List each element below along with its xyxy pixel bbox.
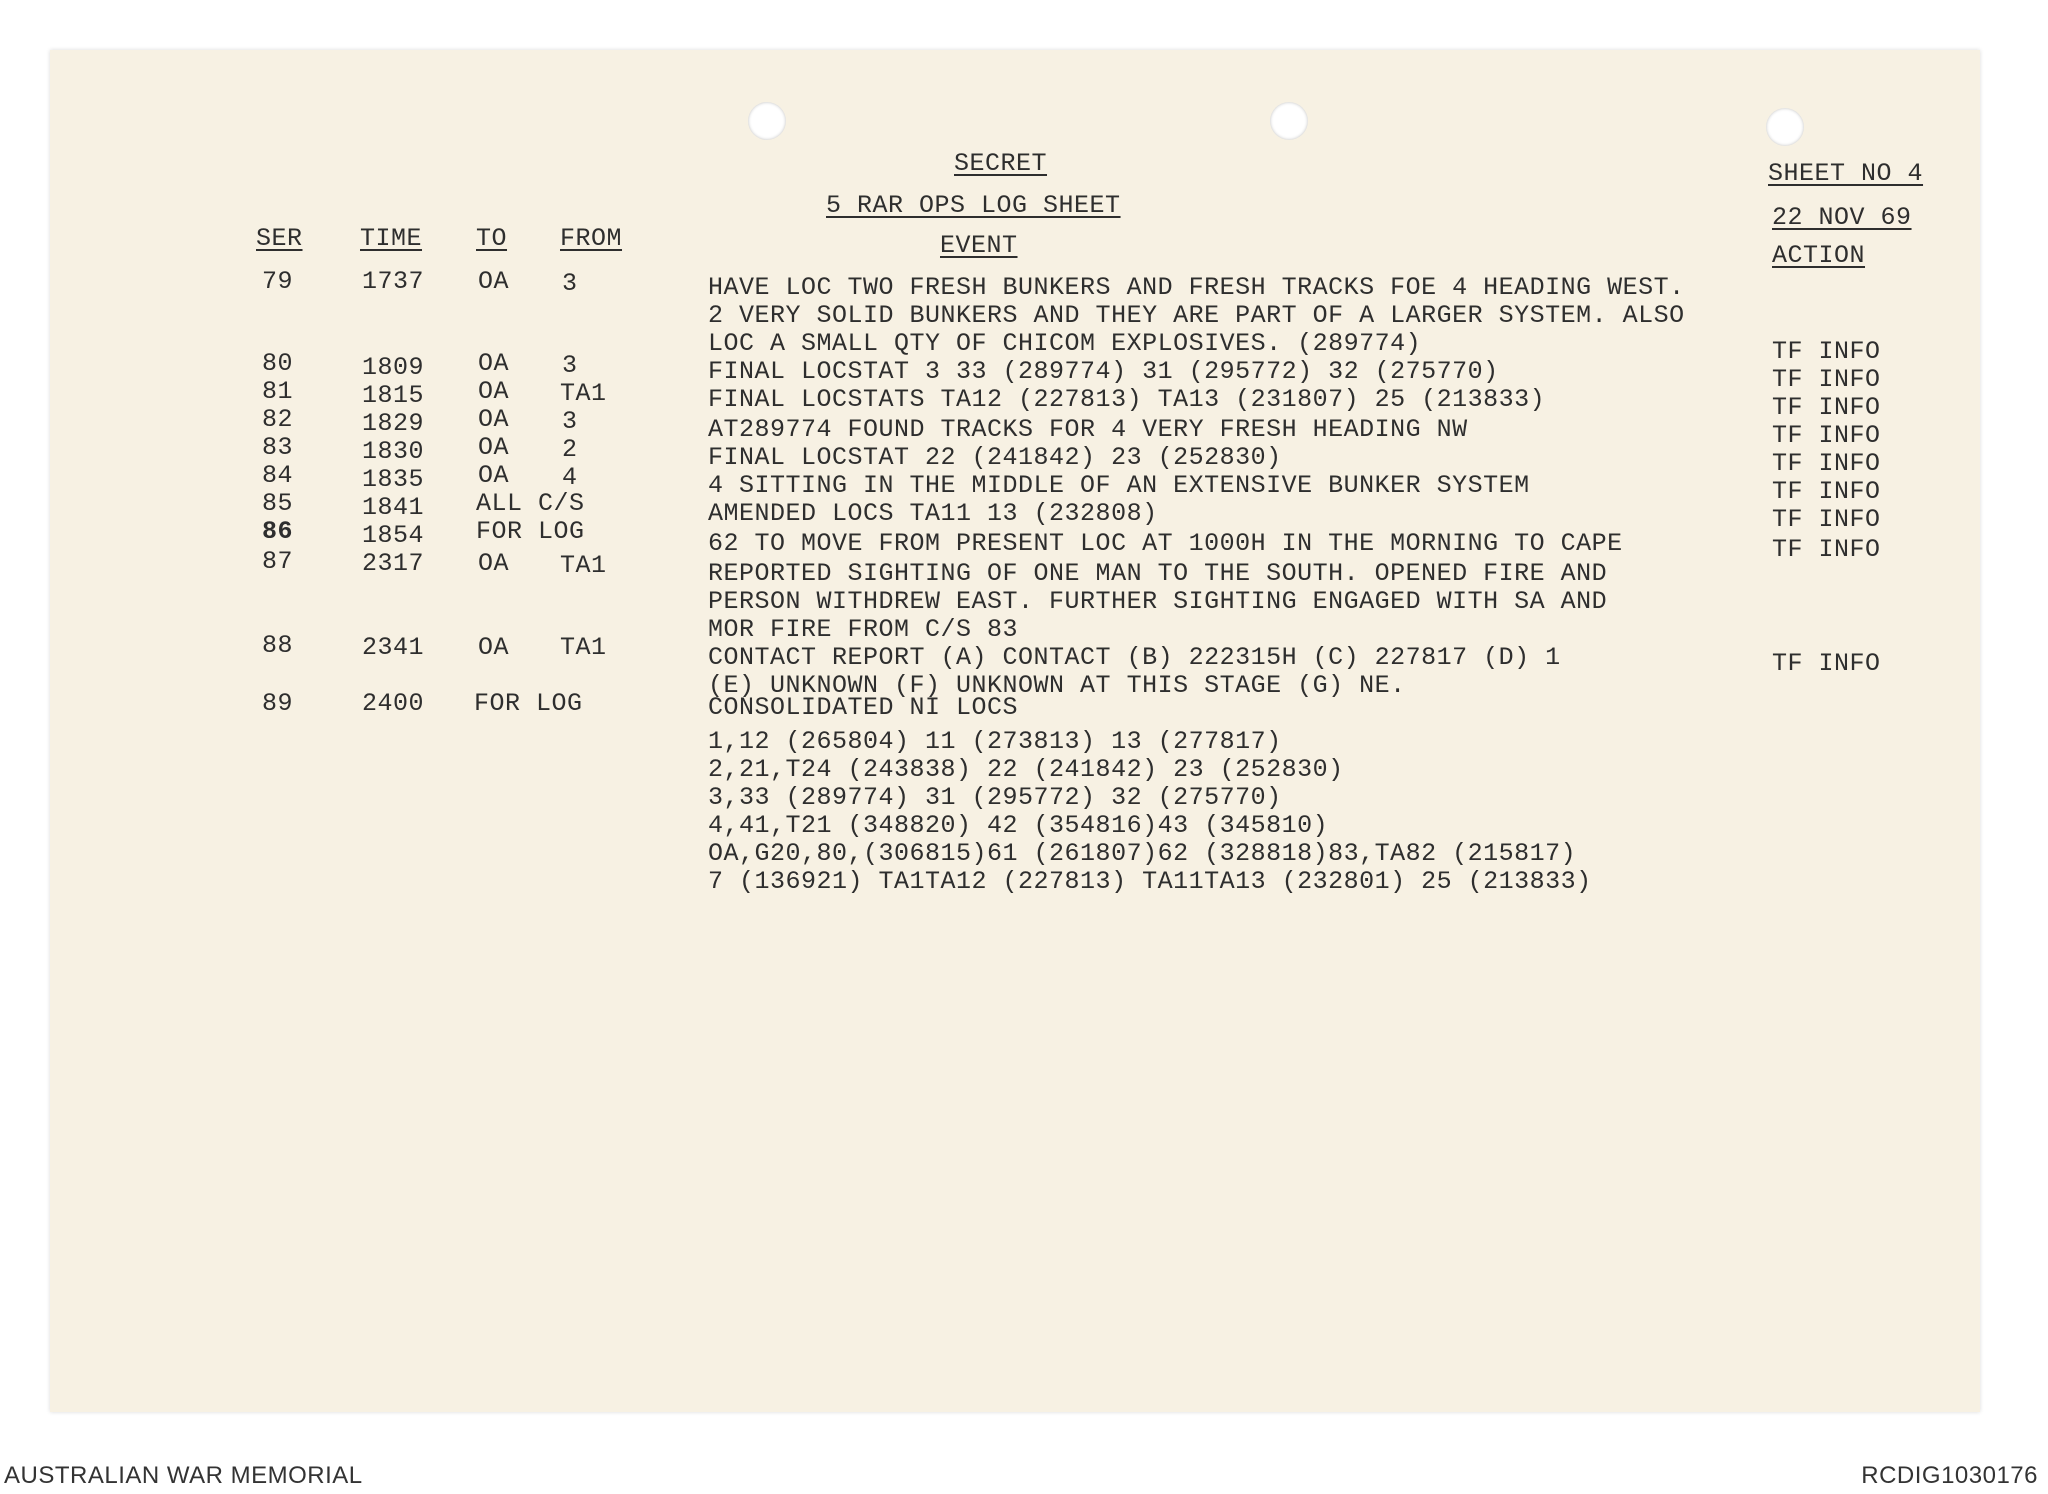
row-from: TA1 — [560, 633, 607, 662]
row-to: OA — [478, 549, 510, 578]
row-from: 3 — [562, 407, 578, 436]
classification-heading: SECRET — [954, 149, 1048, 178]
row-to: OA — [478, 633, 510, 662]
row-event-line: (E) UNKNOWN (F) UNKNOWN AT THIS STAGE (G) NE. — [708, 671, 1406, 700]
row-event-line: HAVE LOC TWO FRESH BUNKERS AND FRESH TRACKS FOE 4 HEADING WEST. — [708, 273, 1685, 302]
row-event-line: FINAL LOCSTATS TA12 (227813) TA13 (231807) 25 (213833) — [708, 385, 1546, 414]
sheet-date: 22 NOV 69 — [1772, 203, 1912, 232]
column-header-from: FROM — [560, 224, 623, 253]
consolidated-loc-line: 7 (136921) TA1TA12 (227813) TA11TA13 (232801) 25 (213833) — [708, 867, 1592, 896]
sheet-number: SHEET NO 4 — [1768, 159, 1924, 188]
column-header-to: TO — [476, 224, 508, 253]
consolidated-loc-line: 2,21,T24 (243838) 22 (241842) 23 (252830) — [708, 755, 1344, 784]
punch-hole-middle — [1270, 102, 1308, 140]
row-time: 1835 — [362, 465, 425, 494]
row-to: OA — [478, 377, 510, 406]
row-action: TF INFO — [1772, 649, 1881, 678]
row-event-line: LOC A SMALL QTY OF CHICOM EXPLOSIVES. (289774) — [708, 329, 1422, 358]
row-ser: 85 — [262, 489, 294, 518]
row-from: TA1 — [560, 551, 607, 580]
column-header-time: TIME — [360, 224, 423, 253]
consolidated-loc-line: OA,G20,80,(306815)61 (261807)62 (328818)83,TA82 (215817) — [708, 839, 1577, 868]
row-to: OA — [478, 433, 510, 462]
row-ser: 81 — [262, 377, 294, 406]
row-ser: 84 — [262, 461, 294, 490]
row-time: 2400 — [362, 689, 425, 718]
row-event-line: REPORTED SIGHTING OF ONE MAN TO THE SOUTH. OPENED FIRE AND — [708, 559, 1608, 588]
row-to: OA — [478, 461, 510, 490]
column-header-action: ACTION — [1772, 241, 1866, 270]
row-ser: 82 — [262, 405, 294, 434]
page-title: 5 RAR OPS LOG SHEET — [826, 191, 1121, 220]
row-to: ALL C/S — [476, 489, 585, 518]
punch-hole-right — [1766, 108, 1804, 146]
row-from: 3 — [562, 269, 578, 298]
row-event-line: 62 TO MOVE FROM PRESENT LOC AT 1000H IN THE MORNING TO CAPE — [708, 529, 1623, 558]
row-time: 1737 — [362, 267, 425, 296]
row-event-line: AT289774 FOUND TRACKS FOR 4 VERY FRESH HEADING NW — [708, 415, 1468, 444]
footer-document-id: RCDIG1030176 — [1861, 1462, 2038, 1489]
row-event-line: CONTACT REPORT (A) CONTACT (B) 222315H (C) 227817 (D) 1 — [708, 643, 1561, 672]
row-time: 1815 — [362, 381, 425, 410]
row-ser: 83 — [262, 433, 294, 462]
row-action: TF INFO — [1772, 477, 1881, 506]
row-from: 3 — [562, 351, 578, 380]
row-event-line: CONSOLIDATED NI LOCS — [708, 693, 1019, 722]
row-action: TF INFO — [1772, 449, 1881, 478]
row-time: 1854 — [362, 521, 425, 550]
row-time: 2317 — [362, 549, 425, 578]
row-event-line: AMENDED LOCS TA11 13 (232808) — [708, 499, 1158, 528]
consolidated-loc-line: 1,12 (265804) 11 (273813) 13 (277817) — [708, 727, 1282, 756]
footer-source-label: AUSTRALIAN WAR MEMORIAL — [4, 1462, 363, 1489]
row-to: FOR LOG — [474, 689, 583, 718]
row-ser: 89 — [262, 689, 294, 718]
row-to: OA — [478, 405, 510, 434]
row-time: 1809 — [362, 353, 425, 382]
row-ser: 80 — [262, 349, 294, 378]
consolidated-loc-line: 4,41,T21 (348820) 42 (354816)43 (345810) — [708, 811, 1329, 840]
punch-hole-left — [748, 102, 786, 140]
row-event-line: FINAL LOCSTAT 3 33 (289774) 31 (295772) 32 (275770) — [708, 357, 1499, 386]
row-event-line: 4 SITTING IN THE MIDDLE OF AN EXTENSIVE BUNKER SYSTEM — [708, 471, 1530, 500]
row-action: TF INFO — [1772, 421, 1881, 450]
column-header-ser: SER — [256, 224, 303, 253]
row-ser: 79 — [262, 267, 294, 296]
row-from: 4 — [562, 463, 578, 492]
row-from: TA1 — [560, 379, 607, 408]
row-event-line: FINAL LOCSTAT 22 (241842) 23 (252830) — [708, 443, 1282, 472]
row-time: 2341 — [362, 633, 425, 662]
row-ser: 86 — [262, 517, 294, 546]
row-action: TF INFO — [1772, 535, 1881, 564]
row-time: 1830 — [362, 437, 425, 466]
row-action: TF INFO — [1772, 365, 1881, 394]
row-ser: 88 — [262, 631, 294, 660]
row-action: TF INFO — [1772, 505, 1881, 534]
row-event-line: 2 VERY SOLID BUNKERS AND THEY ARE PART OF A LARGER SYSTEM. ALSO — [708, 301, 1685, 330]
row-to: OA — [478, 349, 510, 378]
row-to: FOR LOG — [476, 517, 585, 546]
column-header-event: EVENT — [940, 231, 1018, 260]
row-action: TF INFO — [1772, 393, 1881, 422]
row-from: 2 — [562, 435, 578, 464]
row-event-line: MOR FIRE FROM C/S 83 — [708, 615, 1019, 644]
row-ser: 87 — [262, 547, 294, 576]
row-event-line: PERSON WITHDREW EAST. FURTHER SIGHTING ENGAGED WITH SA AND — [708, 587, 1608, 616]
consolidated-loc-line: 3,33 (289774) 31 (295772) 32 (275770) — [708, 783, 1282, 812]
row-action: TF INFO — [1772, 337, 1881, 366]
row-time: 1829 — [362, 409, 425, 438]
row-to: OA — [478, 267, 510, 296]
row-time: 1841 — [362, 493, 425, 522]
